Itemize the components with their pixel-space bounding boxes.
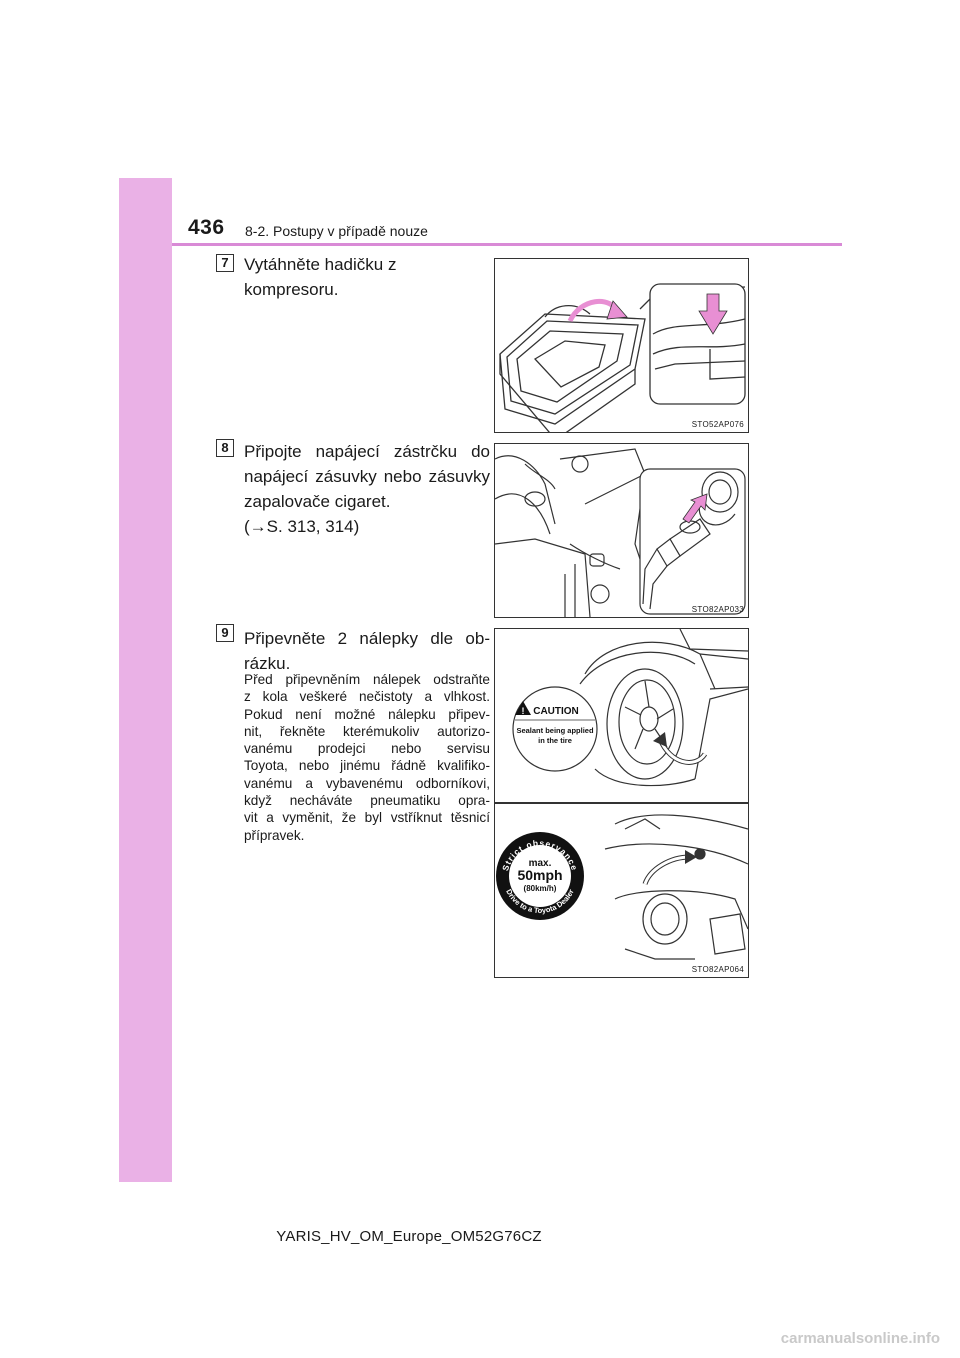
- step-8-line-2: napájecí zásuvky nebo zásuvky: [244, 467, 490, 486]
- note-line: nit, řekněte kterémukoliv autorizo-: [244, 723, 490, 739]
- power-socket-illustration: [495, 444, 748, 617]
- chapter-sidebar-tab: [119, 178, 172, 1182]
- note-line: přípravek.: [244, 827, 305, 843]
- document-id: YARIS_HV_OM_Europe_OM52G76CZ: [276, 1228, 542, 1245]
- figure-code: STO82AP033: [691, 605, 744, 614]
- caution-line-2: in the tire: [538, 736, 572, 745]
- figure-power-socket: [494, 443, 749, 618]
- step-9-line-2: rázku.: [244, 654, 291, 673]
- footer: [0, 1228, 960, 1245]
- step-9-line-1: Připevněte 2 nálepky dle ob-: [244, 629, 490, 648]
- note-line: vit a vyměnit, že byl vstříknut těsnicí: [244, 810, 490, 826]
- note-line: z kola veškeré nečistoty a vlhkost.: [244, 689, 490, 705]
- figure-code: STO82AP064: [691, 965, 744, 974]
- note-line: Před připevněním nálepek odstraňte: [244, 672, 490, 687]
- note-line: vanému a vybavenému odborníkovi,: [244, 775, 490, 791]
- caution-line-1: Sealant being applied: [516, 726, 594, 735]
- speed-sticker-max: max.: [528, 858, 552, 869]
- watermark: carmanualsonline.info: [780, 1330, 940, 1347]
- step-8-page-reference: (→S. 313, 314): [244, 517, 360, 536]
- figure-stickers: [494, 628, 749, 978]
- svg-text:!: !: [521, 706, 525, 716]
- note-line: když necháváte pneumatiku opra-: [244, 793, 490, 809]
- speed-sticker-mph: 50mph: [517, 867, 563, 883]
- header-rule: [172, 243, 842, 246]
- step-8-line-3: zapalovače cigaret.: [244, 492, 391, 511]
- step-number-7: 7: [216, 254, 234, 272]
- figure-code: STO52AP076: [691, 420, 744, 429]
- speed-sticker-kmh: (80km/h): [523, 884, 557, 893]
- section-title: 8-2. Postupy v případě nouze: [245, 223, 428, 239]
- speed-sticker-arc-top: Strict observance: [500, 837, 580, 873]
- stickers-illustration: [495, 629, 748, 977]
- figure-compressor-hose: [494, 258, 749, 433]
- speed-sticker-arc-bottom: Drive to a Toyota Dealer: [504, 887, 576, 916]
- step-7-text: Vytáhněte hadičku z kompresoru.: [244, 255, 397, 299]
- note-line: Pokud není možné nálepku připev-: [244, 706, 490, 722]
- step-number-9: 9: [216, 624, 234, 642]
- page-number: 436: [188, 216, 225, 239]
- compressor-hose-illustration: [495, 259, 748, 432]
- step-9-note: [244, 671, 490, 844]
- note-line: vanému prodejci nebo servisu: [244, 741, 490, 757]
- step-8-line-1: Připojte napájecí zástrčku do: [244, 442, 490, 461]
- note-line: Toyota, nebo jinému řádně kvalifiko-: [244, 758, 490, 774]
- caution-title: CAUTION: [533, 706, 579, 717]
- step-number-8: 8: [216, 439, 234, 457]
